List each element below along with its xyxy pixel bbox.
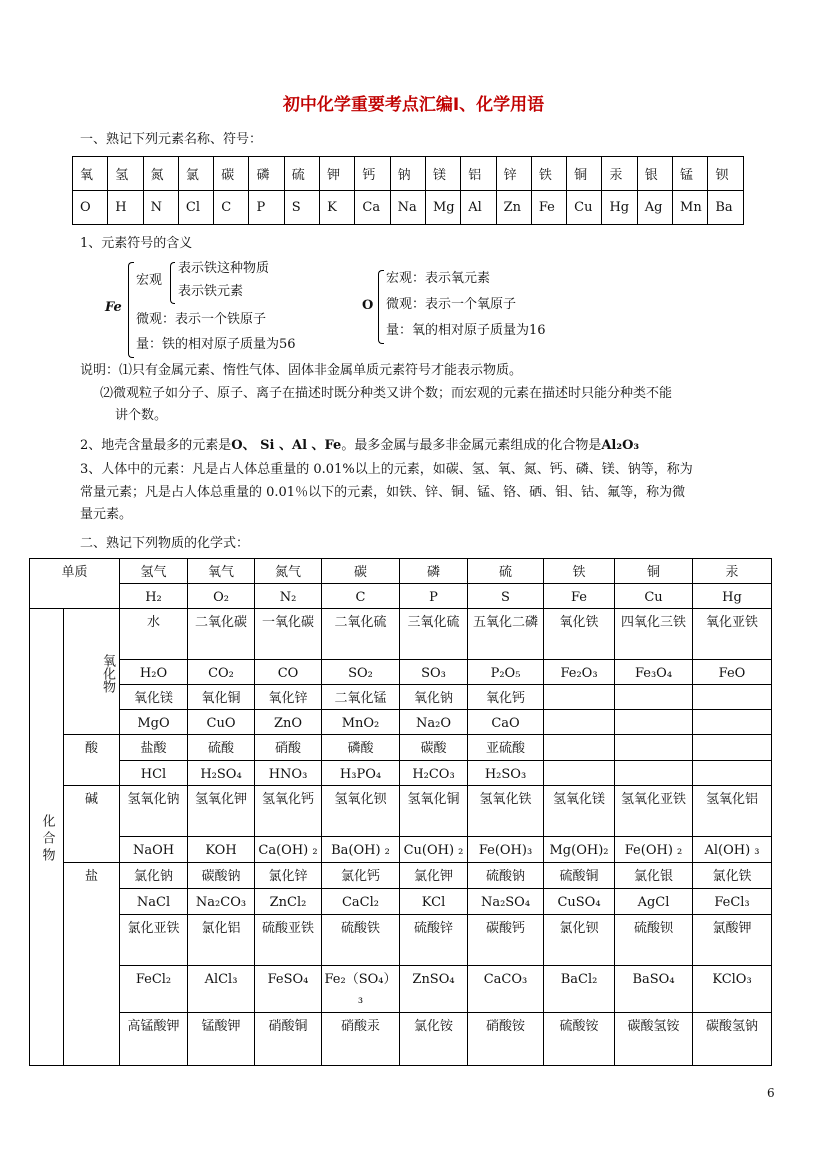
note-2-line-1: ⑵微观粒子如分子、原子、离子在描述时既分种类又讲个数；而宏观的元素在描述时只能分种类不能 bbox=[100, 386, 673, 401]
substance-name-cell: 氯化铵 bbox=[400, 1013, 468, 1066]
formula-cell: C bbox=[322, 584, 400, 609]
sub-heading-element-symbol-meaning: 1、元素符号的含义 bbox=[80, 236, 193, 251]
o-mass: 量：氧的相对原子质量为16 bbox=[386, 323, 546, 338]
formula-cell: KOH bbox=[188, 837, 255, 863]
formula-cell: SO₂ bbox=[322, 660, 400, 685]
point-2-compound: Al₂O₃ bbox=[601, 438, 640, 453]
formula-cell: CuO bbox=[188, 710, 255, 735]
page-title: 初中化学重要考点汇编Ⅰ、化学用语 bbox=[282, 95, 545, 115]
formula-cell: SO₃ bbox=[400, 660, 468, 685]
formula-cell: KCl bbox=[400, 889, 468, 915]
point-2 bbox=[80, 435, 639, 457]
formula-cell: HNO₃ bbox=[255, 761, 322, 786]
substance-name-cell: 硝酸铵 bbox=[468, 1013, 544, 1066]
point-2-text-a: 2、地壳含量最多的元素是 bbox=[80, 438, 232, 453]
substance-name-cell: 氯酸钾 bbox=[693, 915, 772, 966]
formula-cell: BaCl₂ bbox=[544, 966, 615, 1013]
substance-name-cell: 碳 bbox=[322, 559, 400, 584]
substance-name-cell: 氧化钠 bbox=[400, 685, 468, 710]
note-2-line-2: 讲个数。 bbox=[115, 408, 168, 423]
element-name-cell: 碳 bbox=[214, 157, 249, 191]
formula-cell: Fe(OH) ₂ bbox=[615, 837, 693, 863]
substance-name-cell: 氯化亚铁 bbox=[120, 915, 188, 966]
formula-cell: Ba(OH) ₂ bbox=[322, 837, 400, 863]
substance-name-cell: 氧化镁 bbox=[120, 685, 188, 710]
substance-name-cell: 氯化钙 bbox=[322, 863, 400, 889]
substance-name-cell: 硫 bbox=[468, 559, 544, 584]
element-name-cell: 铁 bbox=[531, 157, 566, 191]
fe-micro: 微观：表示一个铁原子 bbox=[136, 312, 267, 327]
substance-name-cell: 氮气 bbox=[255, 559, 322, 584]
element-symbol-cell: Na bbox=[390, 191, 425, 225]
formula-cell: H₂SO₄ bbox=[188, 761, 255, 786]
empty-cell bbox=[544, 735, 615, 761]
element-name-cell: 锌 bbox=[496, 157, 531, 191]
substance-name-cell: 硫酸亚铁 bbox=[255, 915, 322, 966]
substance-name-cell: 氢氧化亚铁 bbox=[615, 786, 693, 837]
substance-name-cell: 氢氧化镁 bbox=[544, 786, 615, 837]
acid-label: 酸 bbox=[64, 735, 120, 786]
o-symbol: O bbox=[362, 298, 374, 313]
formula-cell: MnO₂ bbox=[322, 710, 400, 735]
formula-cell: Fe₃O₄ bbox=[615, 660, 693, 685]
o-macro: 宏观：表示氧元素 bbox=[386, 271, 491, 286]
element-symbol-cell: K bbox=[320, 191, 355, 225]
formula-cell: CaCO₃ bbox=[468, 966, 544, 1013]
formula-cell: FeO bbox=[693, 660, 772, 685]
empty-cell bbox=[615, 685, 693, 710]
substance-name-cell: 氯化锌 bbox=[255, 863, 322, 889]
formula-cell: N₂ bbox=[255, 584, 322, 609]
substance-name-cell: 氢氧化铝 bbox=[693, 786, 772, 837]
element-name-cell: 汞 bbox=[602, 157, 637, 191]
element-symbol-cell: N bbox=[143, 191, 178, 225]
substance-name-cell: 硫酸铁 bbox=[322, 915, 400, 966]
page-number: 6 bbox=[767, 1086, 775, 1100]
substance-name-cell: 铁 bbox=[544, 559, 615, 584]
substance-name-cell: 三氧化硫 bbox=[400, 609, 468, 660]
salt-label: 盐 bbox=[64, 863, 120, 1066]
substance-name-cell: 高锰酸钾 bbox=[120, 1013, 188, 1066]
substance-name-cell: 碳酸氢铵 bbox=[615, 1013, 693, 1066]
substance-name-cell: 氢氧化铜 bbox=[400, 786, 468, 837]
fe-symbol: Fe bbox=[105, 300, 122, 315]
point-3-line-1: 3、人体中的元素：凡是占人体总重量的 0.01%以上的元素，如碳、氢、氧、氮、钙、磷、镁、钠等，称为 bbox=[80, 462, 693, 477]
substance-name-cell: 汞 bbox=[693, 559, 772, 584]
substance-name-cell: 亚硫酸 bbox=[468, 735, 544, 761]
empty-cell bbox=[544, 685, 615, 710]
substance-name-cell: 一氧化碳 bbox=[255, 609, 322, 660]
element-symbol-cell: Cu bbox=[567, 191, 602, 225]
substance-name-cell: 硫酸钡 bbox=[615, 915, 693, 966]
empty-cell bbox=[693, 710, 772, 735]
formula-cell: ZnO bbox=[255, 710, 322, 735]
substance-name-cell: 碳酸氢钠 bbox=[693, 1013, 772, 1066]
fe-macro-brace bbox=[170, 262, 175, 304]
formula-cell: Cu(OH) ₂ bbox=[400, 837, 468, 863]
substance-name-cell: 碳酸钠 bbox=[188, 863, 255, 889]
element-name-cell: 铜 bbox=[567, 157, 602, 191]
substance-name-cell: 氧化钙 bbox=[468, 685, 544, 710]
section-1-heading: 一、熟记下列元素名称、符号： bbox=[80, 132, 263, 147]
substance-name-cell: 氢氧化铁 bbox=[468, 786, 544, 837]
substance-name-cell: 磷酸 bbox=[322, 735, 400, 761]
fe-macro-label: 宏观 bbox=[136, 273, 163, 288]
element-name-cell: 氯 bbox=[178, 157, 213, 191]
element-name-cell: 硫 bbox=[284, 157, 319, 191]
element-name-cell: 钾 bbox=[320, 157, 355, 191]
formula-cell: H₂ bbox=[120, 584, 188, 609]
element-table bbox=[72, 156, 744, 225]
substance-name-cell: 五氧化二磷 bbox=[468, 609, 544, 660]
formula-cell: Fe₂O₃ bbox=[544, 660, 615, 685]
fe-macro-line-2: 表示铁元素 bbox=[178, 284, 244, 299]
substance-name-cell: 二氧化碳 bbox=[188, 609, 255, 660]
element-symbol-cell: C bbox=[214, 191, 249, 225]
element-name-cell: 银 bbox=[637, 157, 672, 191]
point-2-text-b: 。最多金属与最多非金属元素组成的化合物是 bbox=[341, 438, 602, 453]
element-symbols-row bbox=[73, 191, 744, 225]
substance-name-cell: 四氧化三铁 bbox=[615, 609, 693, 660]
formula-cell: NaCl bbox=[120, 889, 188, 915]
empty-cell bbox=[693, 735, 772, 761]
formula-cell: BaSO₄ bbox=[615, 966, 693, 1013]
substance-name-cell: 二氧化硫 bbox=[322, 609, 400, 660]
formula-table bbox=[29, 558, 772, 1066]
substance-name-cell: 氧化铜 bbox=[188, 685, 255, 710]
formula-cell: Cu bbox=[615, 584, 693, 609]
formula-cell: Fe(OH)₃ bbox=[468, 837, 544, 863]
substance-name-cell: 氧化亚铁 bbox=[693, 609, 772, 660]
element-name-cell: 铝 bbox=[461, 157, 496, 191]
empty-cell bbox=[615, 735, 693, 761]
formula-cell: FeSO₄ bbox=[255, 966, 322, 1013]
element-name-cell: 氧 bbox=[73, 157, 108, 191]
substance-name-cell: 氯化钡 bbox=[544, 915, 615, 966]
element-symbol-cell: S bbox=[284, 191, 319, 225]
o-micro: 微观：表示一个氧原子 bbox=[386, 297, 517, 312]
formula-cell: Na₂CO₃ bbox=[188, 889, 255, 915]
formula-cell: FeCl₃ bbox=[693, 889, 772, 915]
substance-name-cell: 氯化铝 bbox=[188, 915, 255, 966]
formula-cell: O₂ bbox=[188, 584, 255, 609]
compound-label: 化合物 bbox=[30, 609, 64, 1066]
formula-cell: CuSO₄ bbox=[544, 889, 615, 915]
point-2-elements: O、 Si 、Al 、Fe bbox=[231, 438, 342, 453]
substance-name-cell: 硫酸锌 bbox=[400, 915, 468, 966]
formula-cell: S bbox=[468, 584, 544, 609]
formula-cell: H₂SO₃ bbox=[468, 761, 544, 786]
element-name-cell: 氢 bbox=[108, 157, 143, 191]
substance-name-cell: 氯化银 bbox=[615, 863, 693, 889]
element-name-cell: 氮 bbox=[143, 157, 178, 191]
substance-name-cell: 硫酸 bbox=[188, 735, 255, 761]
substance-name-cell: 锰酸钾 bbox=[188, 1013, 255, 1066]
formula-cell: Na₂O bbox=[400, 710, 468, 735]
substance-name-cell: 氢氧化钾 bbox=[188, 786, 255, 837]
formula-cell: H₂O bbox=[120, 660, 188, 685]
empty-cell bbox=[615, 710, 693, 735]
substance-name-cell: 硫酸铜 bbox=[544, 863, 615, 889]
fe-brace bbox=[128, 262, 134, 358]
element-symbol-cell: Al bbox=[461, 191, 496, 225]
substance-name-cell: 盐酸 bbox=[120, 735, 188, 761]
element-symbol-cell: Mn bbox=[673, 191, 708, 225]
substance-name-cell: 碳酸钙 bbox=[468, 915, 544, 966]
oxide-label: 氧化物 bbox=[64, 609, 120, 735]
formula-cell: ZnCl₂ bbox=[255, 889, 322, 915]
element-symbol-cell: Hg bbox=[602, 191, 637, 225]
empty-cell bbox=[544, 710, 615, 735]
formula-cell: MgO bbox=[120, 710, 188, 735]
base-label: 碱 bbox=[64, 786, 120, 863]
substance-name-cell: 硝酸汞 bbox=[322, 1013, 400, 1066]
substance-name-cell: 氯化钠 bbox=[120, 863, 188, 889]
substance-name-cell: 氢气 bbox=[120, 559, 188, 584]
formula-cell: HCl bbox=[120, 761, 188, 786]
formula-cell: Mg(OH)₂ bbox=[544, 837, 615, 863]
substance-name-cell: 磷 bbox=[400, 559, 468, 584]
fe-macro-line-1: 表示铁这种物质 bbox=[178, 261, 270, 276]
substance-name-cell: 氯化铁 bbox=[693, 863, 772, 889]
section-2-heading: 二、熟记下列物质的化学式： bbox=[80, 536, 250, 551]
empty-cell bbox=[693, 685, 772, 710]
fe-mass: 量：铁的相对原子质量为56 bbox=[136, 337, 296, 352]
formula-cell: Hg bbox=[693, 584, 772, 609]
formula-cell: CaCl₂ bbox=[322, 889, 400, 915]
formula-cell: CO bbox=[255, 660, 322, 685]
formula-cell: Ca(OH) ₂ bbox=[255, 837, 322, 863]
element-symbol-cell: P bbox=[249, 191, 284, 225]
formula-cell: Fe₂（SO₄）₃ bbox=[322, 966, 400, 1013]
element-name-cell: 磷 bbox=[249, 157, 284, 191]
substance-name-cell: 硫酸铵 bbox=[544, 1013, 615, 1066]
o-brace bbox=[378, 270, 384, 344]
formula-cell: FeCl₂ bbox=[120, 966, 188, 1013]
formula-cell: AlCl₃ bbox=[188, 966, 255, 1013]
point-3-line-3: 量元素。 bbox=[80, 507, 133, 522]
element-name-cell: 钙 bbox=[355, 157, 390, 191]
formula-cell: Na₂SO₄ bbox=[468, 889, 544, 915]
empty-cell bbox=[693, 761, 772, 786]
element-name-cell: 钡 bbox=[708, 157, 743, 191]
substance-name-cell: 二氧化锰 bbox=[322, 685, 400, 710]
formula-cell: AgCl bbox=[615, 889, 693, 915]
formula-cell: P bbox=[400, 584, 468, 609]
element-symbol-cell: Cl bbox=[178, 191, 213, 225]
substance-name-cell: 氧气 bbox=[188, 559, 255, 584]
substance-name-cell: 硝酸 bbox=[255, 735, 322, 761]
simple-substance-label: 单质 bbox=[30, 559, 120, 609]
point-3-line-2: 常量元素；凡是占人体总重量的 0.01％以下的元素，如铁、锌、铜、锰、铬、硒、钼、钴、氟等，称为微 bbox=[80, 485, 686, 500]
empty-cell bbox=[544, 761, 615, 786]
element-symbol-cell: Fe bbox=[531, 191, 566, 225]
substance-name-cell: 氧化铁 bbox=[544, 609, 615, 660]
substance-name-cell: 氯化钾 bbox=[400, 863, 468, 889]
formula-cell: CaO bbox=[468, 710, 544, 735]
element-name-cell: 钠 bbox=[390, 157, 425, 191]
formula-cell: Al(OH) ₃ bbox=[693, 837, 772, 863]
formula-cell: NaOH bbox=[120, 837, 188, 863]
substance-name-cell: 硝酸铜 bbox=[255, 1013, 322, 1066]
formula-cell: Fe bbox=[544, 584, 615, 609]
substance-name-cell: 碳酸 bbox=[400, 735, 468, 761]
formula-cell: H₂CO₃ bbox=[400, 761, 468, 786]
element-names-row bbox=[73, 157, 744, 191]
element-symbol-cell: Mg bbox=[425, 191, 460, 225]
element-name-cell: 镁 bbox=[425, 157, 460, 191]
element-name-cell: 锰 bbox=[673, 157, 708, 191]
substance-name-cell: 氧化锌 bbox=[255, 685, 322, 710]
note-1: 说明：⑴只有金属元素、惰性气体、固体非金属单质元素符号才能表示物质。 bbox=[80, 363, 523, 378]
substance-name-cell: 氢氧化钡 bbox=[322, 786, 400, 837]
substance-name-cell: 氢氧化钙 bbox=[255, 786, 322, 837]
empty-cell bbox=[615, 761, 693, 786]
element-symbol-cell: O bbox=[73, 191, 108, 225]
formula-cell: ZnSO₄ bbox=[400, 966, 468, 1013]
substance-name-cell: 水 bbox=[120, 609, 188, 660]
substance-name-cell: 铜 bbox=[615, 559, 693, 584]
formula-cell: P₂O₅ bbox=[468, 660, 544, 685]
element-symbol-cell: Ba bbox=[708, 191, 743, 225]
formula-cell: CO₂ bbox=[188, 660, 255, 685]
formula-cell: KClO₃ bbox=[693, 966, 772, 1013]
formula-cell: H₃PO₄ bbox=[322, 761, 400, 786]
element-symbol-cell: Zn bbox=[496, 191, 531, 225]
element-symbol-cell: Ag bbox=[637, 191, 672, 225]
substance-name-cell: 氢氧化钠 bbox=[120, 786, 188, 837]
substance-name-cell: 硫酸钠 bbox=[468, 863, 544, 889]
element-symbol-cell: H bbox=[108, 191, 143, 225]
element-symbol-cell: Ca bbox=[355, 191, 390, 225]
